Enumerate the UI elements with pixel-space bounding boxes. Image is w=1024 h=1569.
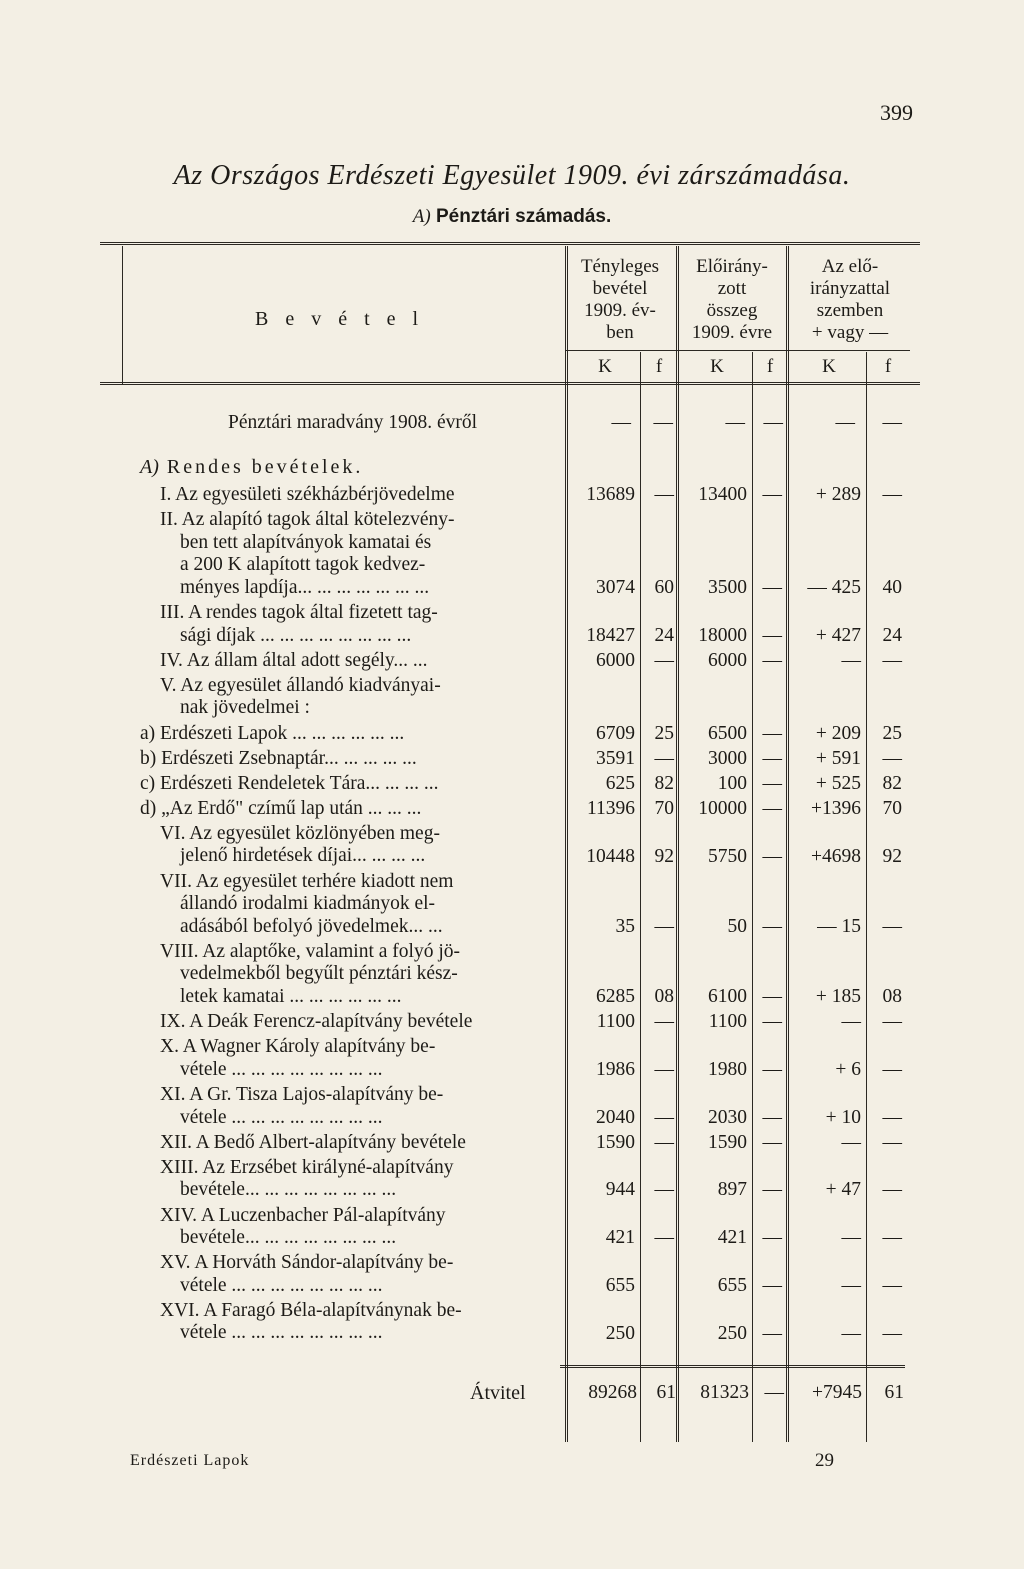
row-cell-f2: — [762, 1011, 782, 1033]
row-cell-f3: 24 [882, 624, 902, 646]
row-cell-f2: — [762, 1227, 782, 1249]
subtitle-prefix: A) [412, 206, 431, 227]
row-cell-k3: + 591 [815, 747, 861, 769]
row-label [140, 509, 540, 599]
col-rule-2 [640, 352, 641, 1442]
row-cell-f3: 25 [882, 722, 902, 744]
header-k: K [822, 356, 836, 377]
row-cell-k2: 1980 [708, 1058, 747, 1080]
row-cell-k3: + 289 [815, 484, 861, 505]
row-cell-k2: 10000 [698, 797, 747, 819]
row-cell-k1: 6709 [596, 722, 635, 744]
row-cell-k3: + 185 [815, 986, 861, 1008]
row-cell-k2: 1100 [708, 1011, 747, 1033]
row-label [140, 675, 540, 720]
row-cell-f1: — [654, 1179, 674, 1201]
row-cell-k2: 2030 [708, 1106, 747, 1128]
row-label-line: a) Erdészeti Lapok ... ... ... ... ... ... [140, 722, 405, 744]
row-cell-f2: — [762, 624, 782, 646]
total-k2: 81323 [700, 1382, 749, 1403]
row-label-line: VI. Az egyesület közlönyében meg- [160, 822, 440, 844]
row-label-line: adásából befolyó jövedelmek... ... [180, 915, 443, 937]
row-label-line: állandó irodalmi kiadmányok el- [180, 893, 436, 915]
row-cell-f2: — [762, 797, 782, 819]
row-label-line: ben tett alapítványok kamatai és [180, 531, 432, 553]
row-cell-k3: +1396 [811, 797, 861, 819]
row-cell-k1: 11396 [586, 797, 635, 819]
row-cell-f3: — [882, 915, 902, 937]
row-cell-f3: — [882, 1058, 902, 1080]
row-cell-k3: — 15 [817, 915, 861, 937]
header-line: zott [717, 278, 747, 299]
row-cell-f3: — [882, 1274, 902, 1296]
row-cell-k1: 655 [605, 1274, 635, 1296]
page-title: Az Országos Erdészeti Egyesület 1909. évi zárszámadása. [173, 160, 851, 191]
row-label-line: IV. Az állam által adott segély... ... [160, 649, 428, 671]
header-f: f [884, 356, 892, 377]
footer-page: 29 [815, 1450, 834, 1471]
row-label-line: sági díjak ... ... ... ... ... ... ... ... [180, 624, 412, 646]
row-cell-k3: + 209 [815, 722, 861, 744]
row-cell-f3: 08 [882, 986, 902, 1008]
row-cell-k2: 1590 [708, 1131, 747, 1153]
header-col-actual [565, 256, 675, 344]
row-label-line: vétele ... ... ... ... ... ... ... ... [180, 1274, 383, 1296]
header-line: szemben [816, 300, 884, 321]
row-cell-f2: — [762, 1106, 782, 1128]
row-label-line: XII. A Bedő Albert-alapítvány bevétele [160, 1131, 466, 1153]
row-cell-k1: 1590 [596, 1131, 635, 1153]
row-cell-f1: 60 [654, 576, 674, 598]
row-cell-f1: — [654, 649, 674, 671]
row-cell-f1: 25 [654, 722, 674, 744]
col-rule-1 [565, 246, 568, 1442]
page-number: 399 [880, 100, 913, 125]
row-label [140, 1252, 540, 1297]
row-label-line: nak jövedelmei : [180, 697, 310, 719]
row-cell-f3: 92 [882, 845, 902, 867]
row-cell-k1: 35 [615, 915, 635, 937]
row-cell-k3: + 47 [825, 1179, 861, 1201]
row-cell-k2: 100 [717, 772, 747, 794]
row-cell-k3: + 525 [815, 772, 861, 794]
row-cell-f2: — [762, 484, 782, 505]
row-cell-f1: — [654, 747, 674, 769]
header-bevetel: B e v é t e l [255, 308, 425, 330]
row-cell-f2: — [762, 1058, 782, 1080]
row-cell-f2: — [762, 915, 782, 937]
row-label [140, 1132, 540, 1155]
row-cell-k3: — [841, 1131, 861, 1153]
row-cell-k2: 3000 [708, 747, 747, 769]
row-label-line: XV. A Horváth Sándor-alapítvány be- [160, 1252, 454, 1274]
row-cell-f1: — [654, 1058, 674, 1080]
header-col-planned [676, 256, 788, 344]
header-sub-rule [565, 350, 910, 351]
row-label [140, 1157, 540, 1202]
row-cell-k2: 3500 [708, 576, 747, 598]
row-cell-k3: + 427 [815, 624, 861, 646]
cash-k3: — [835, 412, 855, 433]
row-cell-k1: 18427 [586, 624, 635, 646]
row-cell-f3: — [882, 747, 902, 769]
row-cell-k2: 655 [717, 1274, 747, 1296]
row-cell-f2: — [762, 1131, 782, 1153]
row-label [140, 723, 540, 746]
footer-journal: Erdészeti Lapok [130, 1452, 250, 1469]
total-k1: 89268 [588, 1382, 637, 1403]
row-cell-f2: — [762, 722, 782, 744]
row-cell-f2: — [762, 576, 782, 598]
row-cell-k3: — [841, 649, 861, 671]
row-label [140, 484, 540, 507]
row-cell-k3: + 10 [825, 1106, 861, 1128]
row-cell-k2: 5750 [708, 845, 747, 867]
row-cell-f1: 24 [654, 624, 674, 646]
row-cell-k2: 6100 [708, 986, 747, 1008]
cash-k2: — [725, 412, 745, 433]
row-cell-k2: 6000 [708, 649, 747, 671]
row-cell-k2: 6500 [708, 722, 747, 744]
row-label [140, 941, 540, 1009]
row-cell-f3: 40 [882, 576, 902, 598]
header-line: 1909. évre [691, 322, 773, 343]
section-prefix: A) [140, 456, 159, 478]
row-cell-f3: — [882, 649, 902, 671]
row-cell-k3: — [841, 1227, 861, 1249]
header-f: f [655, 356, 663, 377]
header-line: bevétel [592, 278, 648, 299]
row-cell-k3: — [841, 1322, 861, 1344]
row-cell-k2: 897 [717, 1179, 747, 1201]
row-cell-k1: 2040 [596, 1106, 635, 1128]
row-cell-f3: — [882, 1227, 902, 1249]
row-label-line: vedelmekből begyűlt pénztári kész- [180, 963, 458, 985]
section-heading [140, 456, 363, 479]
row-label-line: X. A Wagner Károly alapítvány be- [160, 1036, 436, 1058]
row-label [140, 1300, 540, 1345]
total-rule [560, 1365, 905, 1368]
row-label-line: bevétele... ... ... ... ... ... ... ... [180, 1179, 397, 1201]
total-label: Átvitel [470, 1382, 526, 1404]
row-label-line: II. Az alapító tagok által kötelezvény- [160, 509, 455, 531]
row-cell-k1: 944 [605, 1179, 635, 1201]
row-cell-f2: — [762, 772, 782, 794]
header-line: összeg [706, 300, 758, 321]
total-f3: 61 [884, 1382, 904, 1403]
row-label [140, 871, 540, 939]
row-cell-f3: — [882, 1106, 902, 1128]
col-rule-4 [752, 352, 753, 1442]
row-cell-f1: 70 [654, 797, 674, 819]
row-cell-k3: — [841, 1011, 861, 1033]
row-cell-k2: 250 [717, 1322, 747, 1344]
row-cell-f1: — [654, 1011, 674, 1033]
row-cell-k1: 13689 [586, 484, 635, 505]
cash-f2: — [763, 412, 783, 433]
row-cell-f1: — [654, 1227, 674, 1249]
row-cell-f2: — [762, 1179, 782, 1201]
row-label-line: VII. Az egyesület terhére kiadott nem [160, 870, 454, 892]
row-cell-k1: 1986 [596, 1058, 635, 1080]
header-line: + vagy — [811, 322, 889, 343]
row-cell-f1: 92 [654, 845, 674, 867]
row-label-line: d) „Az Erdő" czímű lap után ... ... ... [140, 797, 422, 819]
row-cell-f2: — [762, 747, 782, 769]
row-cell-f2: — [762, 986, 782, 1008]
row-cell-f1: — [654, 484, 674, 505]
row-cell-k2: 421 [717, 1227, 747, 1249]
table-top-rule [100, 242, 920, 245]
row-label [140, 1084, 540, 1129]
row-cell-f3: 70 [882, 797, 902, 819]
row-label-line: VIII. Az alaptőke, valamint a folyó jö- [160, 940, 460, 962]
total-k3: +7945 [812, 1382, 862, 1403]
row-label-line: IX. A Deák Ferencz-alapítvány bevétele [160, 1011, 473, 1033]
header-line: Az elő- [821, 256, 879, 277]
cash-f3: — [882, 412, 902, 433]
row-cell-k1: 625 [605, 772, 635, 794]
row-label-line: V. Az egyesület állandó kiadványai- [160, 674, 441, 696]
total-f2: — [764, 1382, 784, 1403]
row-cell-k1: 3074 [596, 576, 635, 598]
row-label-line: XIII. Az Erzsébet királyné-alapítvány [160, 1156, 454, 1178]
row-label-line: vétele ... ... ... ... ... ... ... ... [180, 1106, 383, 1128]
row-label-line: ményes lapdíja... ... ... ... ... ... ... [180, 576, 430, 598]
row-cell-k1: 250 [605, 1322, 635, 1344]
row-cell-f2: — [762, 845, 782, 867]
cash-balance-label: Pénztári maradvány 1908. évről [228, 412, 478, 433]
row-cell-k3: + 6 [835, 1058, 861, 1080]
row-label-line: c) Erdészeti Rendeletek Tára... ... ... ... [140, 772, 439, 794]
row-label-line: bevétele... ... ... ... ... ... ... ... [180, 1227, 397, 1248]
section-label: Rendes bevételek. [166, 456, 364, 478]
row-cell-f3: — [882, 1011, 902, 1033]
total-f1: 61 [656, 1382, 676, 1403]
row-cell-k1: 1100 [596, 1011, 635, 1033]
row-label [140, 1205, 540, 1250]
row-label-line: a 200 K alapított tagok kedvez- [180, 554, 426, 576]
row-cell-k1: 10448 [586, 845, 635, 867]
row-cell-f3: — [882, 1322, 902, 1344]
header-line: Előirány- [696, 256, 768, 277]
row-cell-f3: — [882, 484, 902, 505]
row-label-line: vétele ... ... ... ... ... ... ... ... [180, 1058, 383, 1080]
row-cell-f1: 08 [654, 986, 674, 1008]
row-cell-k3: — 425 [807, 576, 861, 598]
row-label-line: I. Az egyesületi székházbérjövedelme [160, 484, 455, 505]
header-line: ben [606, 322, 634, 343]
row-cell-k3: +4698 [811, 845, 861, 867]
row-cell-f1: 82 [654, 772, 674, 794]
row-cell-f2: — [762, 1322, 782, 1344]
row-label [140, 602, 540, 647]
row-cell-f3: — [882, 1131, 902, 1153]
header-k: K [598, 356, 612, 377]
cash-f1: — [653, 412, 673, 433]
cash-k1: — [611, 412, 631, 433]
header-bottom-rule [100, 382, 920, 385]
row-cell-f2: — [762, 649, 782, 671]
header-line: Tényleges [580, 256, 660, 277]
row-cell-k1: 6000 [596, 649, 635, 671]
row-cell-f3: — [882, 1179, 902, 1201]
row-cell-f2: — [762, 1274, 782, 1296]
row-label [140, 798, 540, 821]
row-cell-f1: — [654, 1106, 674, 1128]
row-label-line: III. A rendes tagok által fizetett tag- [160, 602, 438, 623]
header-col-difference [788, 256, 912, 344]
row-label-line: b) Erdészeti Zsebnaptár... ... ... ... ... [140, 747, 417, 769]
row-cell-f1: — [654, 915, 674, 937]
row-label [140, 1036, 540, 1081]
col-rule-5 [786, 246, 789, 1442]
row-label-line: XIV. A Luczenbacher Pál-alapítvány [160, 1204, 446, 1226]
row-cell-k1: 421 [605, 1227, 635, 1249]
header-line: 1909. év- [584, 300, 656, 321]
page-subtitle [0, 206, 1024, 228]
subtitle-text: Pénztári számadás. [435, 206, 612, 227]
row-label [140, 773, 540, 796]
row-label [140, 823, 540, 868]
col-rule-3 [676, 246, 679, 1442]
row-label [140, 650, 540, 673]
row-label [140, 748, 540, 771]
row-cell-k2: 18000 [698, 624, 747, 646]
row-label-line: jelenő hirdetések díjai... ... ... ... [180, 845, 426, 867]
row-label-line: XVI. A Faragó Béla-alapítványnak be- [160, 1299, 462, 1321]
row-cell-f1: — [654, 1131, 674, 1153]
header-f: f [766, 356, 774, 377]
row-cell-k2: 50 [727, 915, 747, 937]
row-cell-k2: 13400 [698, 484, 747, 505]
header-k: K [710, 356, 724, 377]
row-cell-k3: — [841, 1274, 861, 1296]
row-label-line: letek kamatai ... ... ... ... ... ... [180, 985, 402, 1007]
row-cell-k1: 6285 [596, 986, 635, 1008]
header-line: irányzattal [809, 278, 891, 299]
row-cell-k1: 3591 [596, 747, 635, 769]
row-label-line: XI. A Gr. Tisza Lajos-alapítvány be- [160, 1084, 444, 1105]
row-label [140, 1011, 540, 1034]
left-rule [122, 246, 123, 384]
row-cell-f3: 82 [882, 772, 902, 794]
row-label-line: vétele ... ... ... ... ... ... ... ... [180, 1322, 383, 1344]
col-rule-6 [866, 352, 867, 1442]
